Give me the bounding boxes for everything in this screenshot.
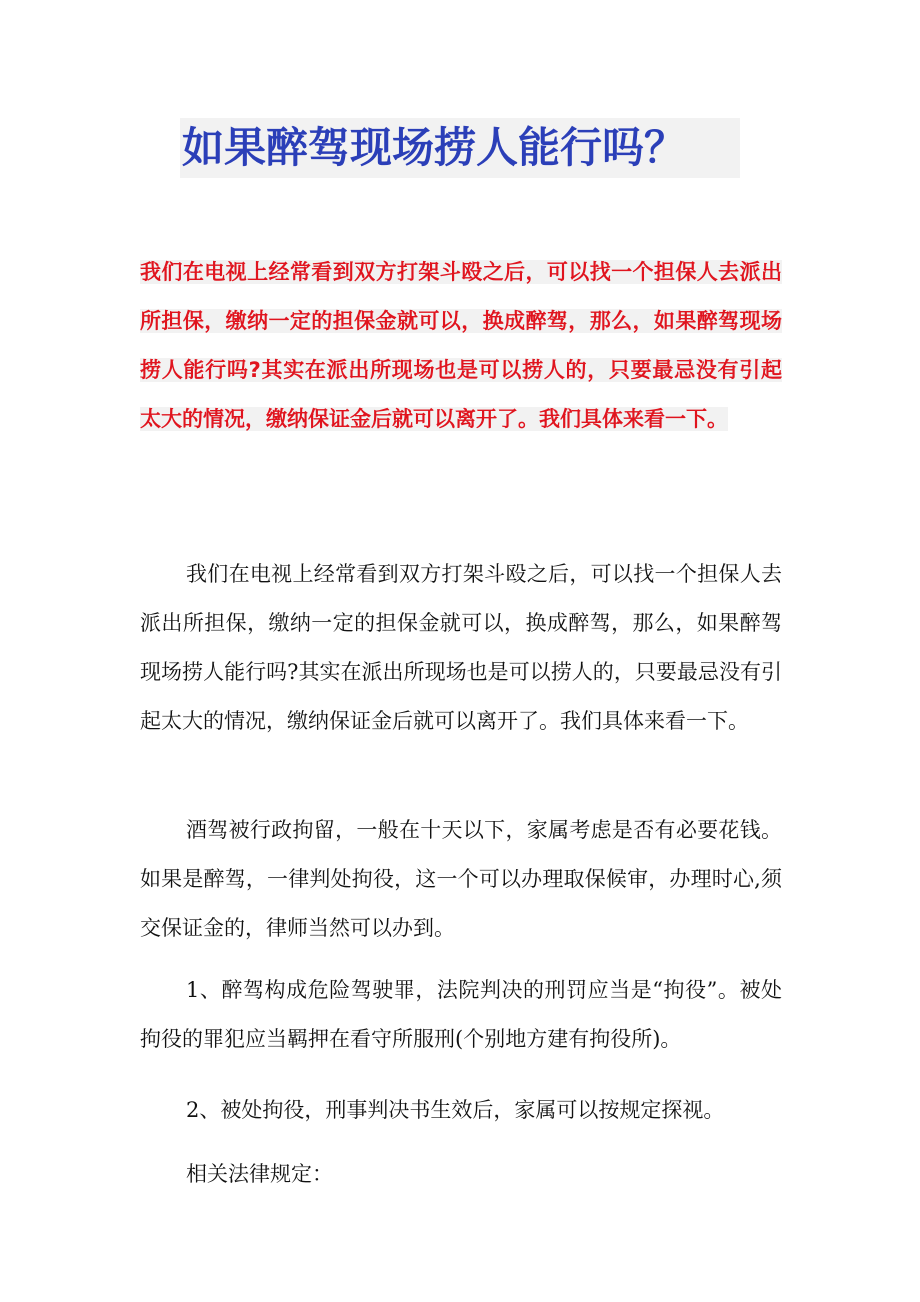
page-title: 如果醉驾现场捞人能行吗？	[182, 123, 687, 172]
body-paragraph-2: 酒驾被行政拘留，一般在十天以下，家属考虑是否有必要花钱。如果是醉驾，一律判处拘役，这一个可以办理取保候审，办理时心,须交保证金的，律师当然可以办到。	[140, 818, 782, 940]
body-paragraph-4: 2、被处拘役，刑事判决书生效后，家属可以按规定探视。	[186, 1098, 725, 1122]
body-paragraph-5: 相关法律规定：	[186, 1162, 333, 1186]
summary-paragraph	[140, 248, 782, 444]
summary-text: 我们在电视上经常看到双方打架斗殴之后，可以找一个担保人去派出所担保，缴纳一定的担保金就可以，换成醉驾，那么，如果醉驾现场捞人能行吗?其实在派出所现场也是可以捞人的，只要最忌没有引起太大的情况，缴纳保证金后就可以离开了。我们具体来看一下。	[140, 260, 782, 431]
body-paragraph-1: 我们在电视上经常看到双方打架斗殴之后，可以找一个担保人去派出所担保，缴纳一定的担保金就可以，换成醉驾，那么，如果醉驾现场捞人能行吗?其实在派出所现场也是可以捞人的，只要最忌没有引起太大的情况，缴纳保证金后就可以离开了。我们具体来看一下。	[140, 562, 782, 733]
body-paragraph-3: 1、醉驾构成危险驾驶罪，法院判决的刑罚应当是“拘役”。被处拘役的罪犯应当羁押在看守所服刑(个别地方建有拘役所)。	[140, 978, 782, 1051]
